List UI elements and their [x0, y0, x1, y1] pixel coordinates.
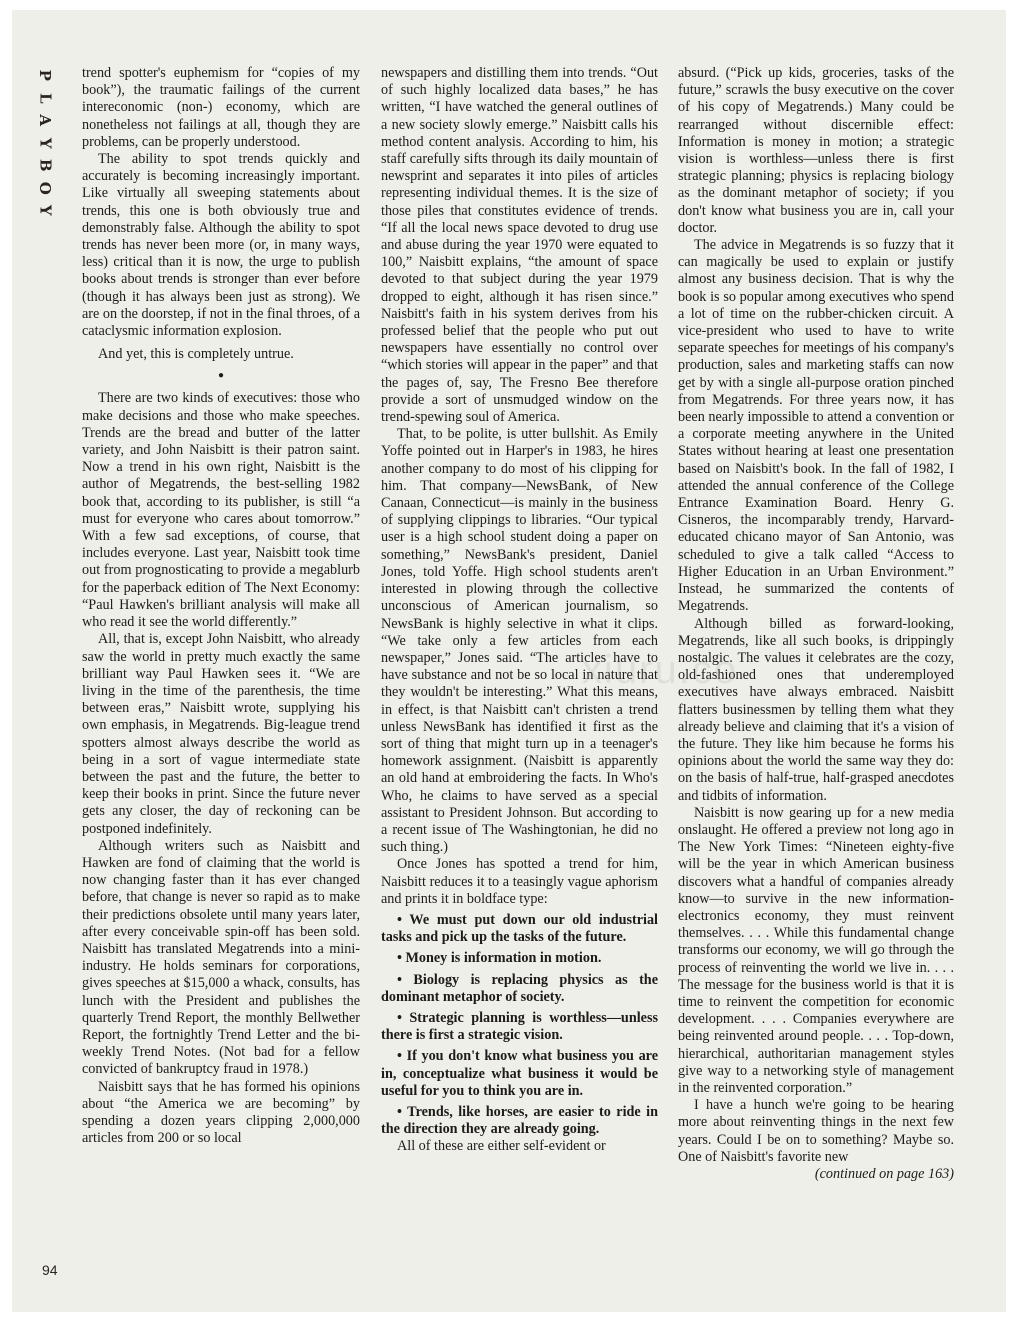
- masthead-letter: B: [36, 158, 55, 172]
- body-paragraph: newspapers and distilling them into trends. “Out of such highly localized data bases,” he has written, “I have watched the general outlines of a new society slowly emerge.” Naisbitt calls his method content analysis. According to him, his staff carefully sifts through its daily mountain of newsprint and separates it into piles of articles representing individual themes. It is the size of those piles that constitutes evidence of trends. “If all the local news space devoted to drug use and abuse during the year 1970 were equated to 100,” Naisbitt explains, “the amount of space devoted to that subject during the year 1979 dropped to eight, although it has risen since.” Naisbitt's faith in his system derives from his professed belief that the people who put out newspapers have essentially no control over “which stories will appear in the paper” and that the pages of, say, The Fresno Bee therefore provide a sort of unsmudged window on the trend-spewing soul of America.: [381, 65, 658, 426]
- body-paragraph: That, to be polite, is utter bullshit. As Emily Yoffe pointed out in Harper's in 1983, he hires another company to do most of his clipping for him. That company—NewsBank, of New Canaan, Connecticut—is mainly in the business of supplying clippings to libraries. “Our typical user is a high school student doing a paper on something,” NewsBank's president, Daniel Jones, told Yoffe. High school students aren't interested in plowing through the collective unconscious of American journalism, so NewsBank is highly selective in what it clips. “We take only a few articles from each newspaper,” Jones said. “The articles have to have substance and not be so local in nature that they wouldn't be interesting.” What this means, in effect, is that Naisbitt can't christen a trend unless NewsBank has identified it first as the sort of thing that might turn up in a teenager's homework assignment. (Naisbitt is apparently an old hand at embroidering the facts. In Who's Who, he claims to have served as a special assistant to President Johnson. But according to a recent issue of The Washingtonian, he did no such thing.): [381, 426, 658, 856]
- masthead-letter: P: [36, 69, 55, 81]
- masthead-letter: O: [36, 181, 55, 195]
- body-paragraph: absurd. (“Pick up kids, groceries, tasks of the future,” scrawls the busy executive on the cover of his copy of Megatrends.) Many could be rearranged without discernible effect: Information is money in motion; a strategic vision is worthless—unless there is first strategic planning; physics is replacing biology as the dominant metaphor of society; if you don't know what business you are in, call your doctor.: [678, 65, 954, 236]
- boldface-aphorism: • We must put down our old industrial tasks and pick up the tasks of the future.: [381, 911, 658, 946]
- body-paragraph: Naisbitt says that he has formed his opinions about “the America we are becoming” by spending a dozen years clipping 2,000,000 articles from 200 or so local: [82, 1078, 360, 1147]
- body-paragraph: There are two kinds of executives: those who make decisions and those who make speeches. Trends are the bread and butter of the latter variety, and John Naisbitt is their patron saint. Now a trend in his own right, Naisbitt is the author of Megatrends, the best-selling 1982 book that, according to its publisher, is still “a must for everyone who cares about tomorrow.” With a few sad exceptions, of course, that includes everyone. Last year, Naisbitt took time out from prognosticating to provide a megablurb for the paperback edition of The Next Economy: “Paul Hawken's brilliant analysis will make all who read it see the world differently.”: [82, 390, 360, 631]
- body-paragraph: All of these are either self-evident or: [397, 1138, 606, 1155]
- body-paragraph: trend spotter's euphemism for “copies of my book”), the traumatic failings of the current intereconomic (non-) economy, which are nonetheless not failings at all, though they are problems, can be properly understood.: [82, 65, 360, 150]
- page-number: 94: [42, 1262, 58, 1278]
- body-paragraph: And yet, this is completely untrue.: [98, 346, 294, 363]
- watermark: xiuru.co: [582, 648, 739, 692]
- boldface-aphorism: • Biology is replacing physics as the dominant metaphor of society.: [381, 971, 658, 1005]
- body-paragraph: I have a hunch we're going to be hearing more about reinventing things in the next few years. Could I be on to something? Maybe so. One of Naisbitt's favorite new: [678, 1097, 954, 1165]
- masthead: [32, 64, 58, 222]
- text-column-3: [678, 65, 954, 1183]
- boldface-aphorism: • If you don't know what business you are in, conceptualize what business it would be useful for you to think you are in.: [381, 1048, 658, 1099]
- continuation-note: (continued on page 163): [814, 1166, 954, 1182]
- body-paragraph: Naisbitt is now gearing up for a new media onslaught. He offered a preview not long ago in The New York Times: “Nineteen eighty-five will be the year in which American business discovers what a handful of companies already know—to survive in the new information-electronics economy, they must reinvent themselves. . . . While this fundamental change transforms our economy, we will go through the process of reinventing the world we live in. . . . The message for the business world is that it is time to reinvent the competition for economic development. . . . Companies everywhere are being reinvented around people. . . . Top-down, hierarchical, authoritarian management styles give way to a networking style of management in the reinvented corporation.”: [678, 804, 954, 1096]
- boldface-aphorism: • Trends, like horses, are easier to ride in the direction they are already going.: [381, 1103, 658, 1138]
- body-paragraph: The advice in Megatrends is so fuzzy that it can magically be used to explain or justify almost any business decision. That is why the book is so popular among executives who spend a lot of time on the rubber-chicken circuit. A vice-president who used to have to write separate speeches for meetings of his company's production, sales and marketing staffs can now get by with a single all-purpose oration pinched from Megatrends. For three years now, it has been nearly impossible to attend a convention or a corporate meeting anywhere in the United States without hearing at least one presentation based on Naisbitt's book. In the fall of 1982, I attended the annual conference of the College Entrance Examination Board. Henry G. Cisneros, the incomparably trendy, Harvard-educated chicano mayor of San Antonio, was scheduled to give a talk called “Access to Higher Education in an Urban Environment.” Instead, he summarized the contents of Megatrends.: [678, 237, 954, 615]
- text-column-1: [82, 65, 360, 1147]
- body-paragraph: The ability to spot trends quickly and accurately is becoming increasingly important. Like virtually all sweeping statements about trends, this one is both obviously true and demonstrably false. Although the ability to spot trends has never been more (or, in many ways, less) critical than it is now, the urge to publish books about trends is stronger than ever before (though it has always been just as strong). We are on the doorstep, if not in the final throes, of a cataclysmic information explosion.: [82, 151, 360, 340]
- body-paragraph: Although writers such as Naisbitt and Hawken are fond of claiming that the world is now changing faster than it has ever changed before, that change is never so rapid as to make their predictions obsolete until many years later, after every conceivable spin-off has been sold. Naisbitt has translated Megatrends into a mini-industry. He holds seminars for corporations, gives speeches at $15,000 a whack, consults, has lunch with the President and publishes the quarterly Trend Report, the monthly Bellwether Report, the fortnightly Trend Letter and the bi-weekly Trend Notes. (Not bad for a fellow convicted of bankruptcy fraud in 1978.): [82, 837, 360, 1078]
- magazine-page: [12, 10, 1006, 1312]
- masthead-letter: L: [36, 92, 55, 104]
- section-separator: ●: [217, 370, 225, 382]
- body-paragraph: Once Jones has spotted a trend for him, Naisbitt reduces it to a teasingly vague aphorism and prints it in boldface type:: [381, 856, 658, 907]
- body-paragraph: Although billed as forward-looking, Megatrends, like all such books, is drippingly nostalgic. The values it celebrates are the cozy, old-fashioned ones that underemployed executives have always embraced. Naisbitt flatters businessmen by telling them what they already believe and claiming that it's a vision of the future. They like him because he forms his opinions about the world the same way they do: on the basis of half-true, half-grasped anecdotes and tidbits of information.: [678, 615, 954, 804]
- text-column-2: [381, 65, 658, 1156]
- masthead-letter: Y: [36, 137, 55, 149]
- masthead-letter: Y: [36, 204, 55, 216]
- body-paragraph: All, that is, except John Naisbitt, who already saw the world in pretty much exactly the same brilliant way Paul Hawken sees it. “We are living in the time of the parenthesis, the time between eras,” Naisbitt wrote, supplying his own emphasis, in Megatrends. Big-league trend spotters almost always describe the world as being in a sort of vague intermediate state between the past and the future, the better to keep their books in print. Since the future never gets any closer, the day of reckoning can be postponed indefinitely.: [82, 631, 360, 837]
- boldface-aphorism: • Money is information in motion.: [397, 950, 602, 967]
- masthead-letter: A: [36, 114, 55, 127]
- boldface-aphorism: • Strategic planning is worthless—unless there is first a strategic vision.: [381, 1009, 658, 1044]
